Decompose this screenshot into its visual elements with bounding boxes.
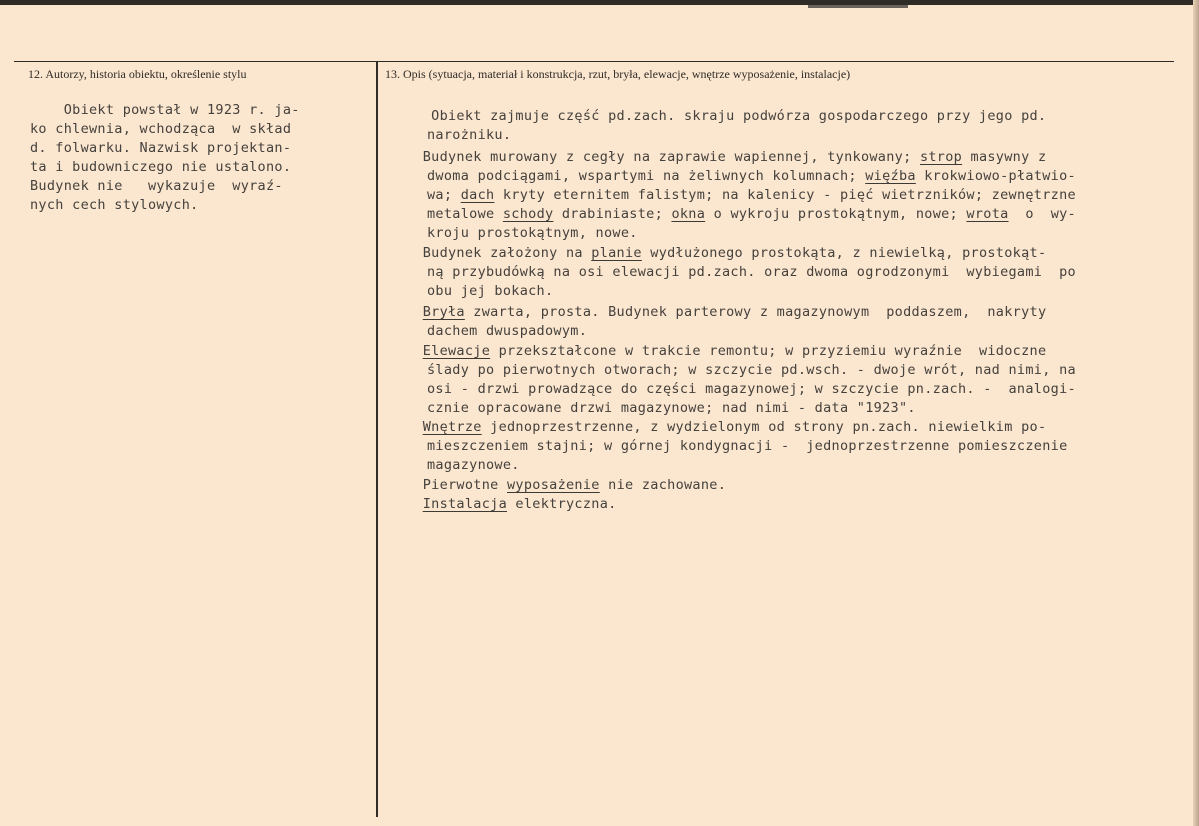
top-border: [0, 0, 1199, 5]
section-13-line: Wnętrze jednoprzestrzenne, z wydzielonym od strony pn.zach. niewielkim po-: [422, 419, 1047, 435]
section-13-line: obu jej bokach.: [427, 283, 554, 299]
section-13-line: kroju prostokątnym, nowe.: [427, 225, 638, 241]
underlined-term: wrota: [966, 206, 1009, 222]
section-12-line: d. folwarku. Nazwisk projektan-: [30, 140, 292, 156]
underlined-term: wyposażenie: [507, 477, 600, 493]
section-12-line: ta i budowniczego nie ustalono.: [30, 159, 292, 175]
section-13-line: cznie opracowane drzwi magazynowe; nad nimi - data "1923".: [427, 400, 916, 416]
section-13-line: Elewacje przekształcone w trakcie remontu; w przyziemiu wyraźnie widoczne: [422, 343, 1047, 359]
underlined-term: Bryła: [422, 304, 465, 320]
section-13-line: Obiekt zajmuje część pd.zach. skraju podwórza gospodarczego przy jego pd.: [389, 108, 1047, 124]
page-edge: [1193, 0, 1199, 826]
section-13-line: Budynek założony na planie wydłużonego prostokąta, z niewielką, prostokąt-: [389, 245, 1047, 261]
section-12-line: Budynek nie wykazuje wyraź-: [30, 178, 283, 194]
top-mark: [808, 5, 908, 8]
section-13-line: osi - drzwi prowadzące do części magazynowej; w szczycie pn.zach. - analogi-: [427, 381, 1076, 397]
section-13-line: metalowe schody drabiniaste; okna o wykroju prostokątnym, nowe; wrota o wy-: [427, 206, 1076, 222]
section-13-heading: 13. Opis (sytuacja, materiał i konstrukcja, rzut, bryła, elewacje, wnętrze wyposażenie, instalacje): [385, 67, 851, 81]
section-13-line: Bryła zwarta, prosta. Budynek parterowy z magazynowym poddaszem, nakryty: [422, 304, 1047, 320]
underlined-term: Instalacja: [422, 496, 507, 512]
section-13-line: Budynek murowany z cegły na zaprawie wapiennej, tynkowany; strop masywny z: [389, 149, 1047, 165]
section-13-line: narożniku.: [427, 127, 512, 143]
section-13-line: ślady po pierwotnych otworach; w szczycie pd.wsch. - dwoje wrót, nad nimi, na: [427, 362, 1076, 378]
section-13-line: ną przybudówką na osi elewacji pd.zach. oraz dwoma ogrodzonymi wybiegami po: [427, 264, 1076, 280]
header-rule: [14, 61, 1174, 62]
section-13-line: wa; dach kryty eternitem falistym; na kalenicy - pięć wietrzników; zewnętrzne: [427, 187, 1076, 203]
section-12-line: ko chlewnia, wchodząca w skład: [30, 121, 292, 137]
underlined-term: strop: [919, 149, 963, 165]
section-13-line: dachem dwuspadowym.: [427, 323, 588, 339]
section-13-line: Pierwotne wyposażenie nie zachowane.: [389, 477, 727, 493]
underlined-term: okna: [671, 206, 706, 222]
underlined-term: schody: [502, 206, 554, 222]
section-12-heading: 12. Autorzy, historia obiektu, określenie stylu: [28, 67, 247, 81]
section-12-line: Obiekt powstał w 1923 r. ja-: [30, 102, 300, 118]
underlined-term: Wnętrze: [422, 419, 482, 435]
section-13-line: magazynowe.: [427, 457, 520, 473]
underlined-term: planie: [591, 245, 642, 261]
column-divider: [376, 61, 378, 817]
underlined-term: więźba: [865, 168, 916, 184]
section-12-line: nych cech stylowych.: [30, 197, 199, 213]
section-13-line: Instalacja elektryczna.: [422, 496, 617, 512]
underlined-term: dach: [460, 187, 495, 203]
underlined-term: Elewacje: [422, 343, 491, 359]
section-13-line: mieszczeniem stajni; w górnej kondygnacji - jednoprzestrzenne pomieszczenie: [427, 438, 1068, 454]
section-13-line: dwoma podciągami, wspartymi na żeliwnych kolumnach; więźba krokwiowo-płatwio-: [427, 168, 1076, 184]
